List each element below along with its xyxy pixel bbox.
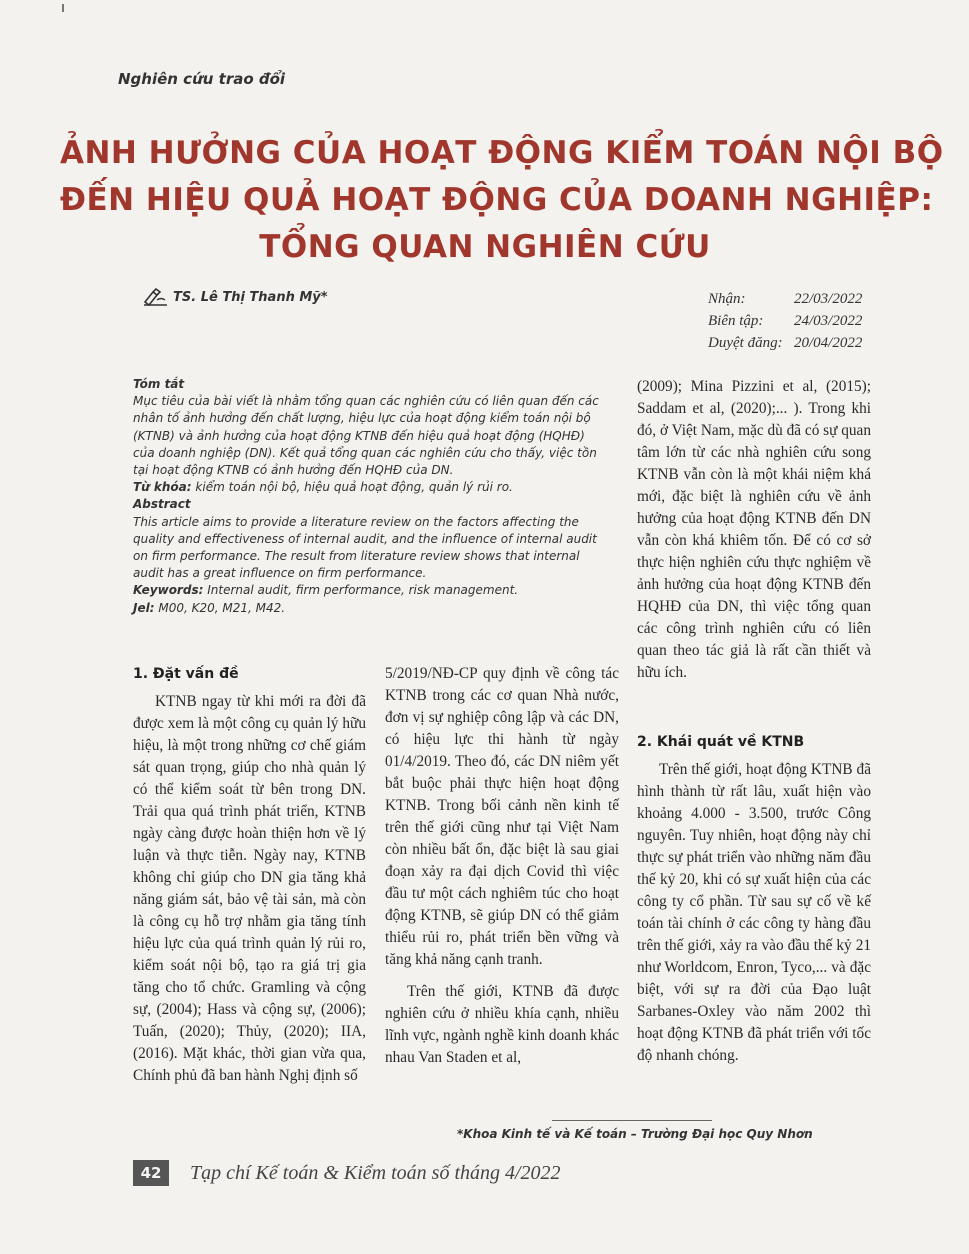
jel-label: Jel:: [133, 600, 155, 615]
title-line-3: TỔNG QUAN NGHIÊN CỨU: [259, 229, 711, 265]
corner-mark: [62, 4, 64, 12]
section-2-heading: 2. Khái quát về KTNB: [637, 734, 805, 750]
author-row: [143, 288, 328, 306]
edited-date: 24/03/2022: [794, 313, 863, 329]
tukhoa-text: kiểm toán nội bộ, hiệu quả hoạt động, quản lý rủi ro.: [195, 480, 513, 495]
paragraph: KTNB ngay từ khi mới ra đời đã được xem là một công cụ quản lý hữu hiệu, là một trong những cơ chế giám sát quan trọng, giúp cho nhà quản lý có thể kiểm soát từ bên trong DN. Trải qua quá trình phát triển, KTNB ngày càng được hoàn thiện hơn về lý luận và thực tiễn. Ngày nay, KTNB không chỉ giúp cho DN gia tăng khả năng giám sát, bảo vệ tài sản, mà còn là công cụ hỗ trợ nhằm gia tăng tính hiệu lực của quá trình quản lý rủi ro, kiểm soát nội bộ, tạo ra giá trị gia tăng cho tổ chức. Gramling và cộng sự, (2004); Hass và cộng sự, (2006); Tuấn, (2020); Thủy, (2020); IIA, (2016). Mặt khác, thời gian vừa qua, Chính phủ đã ban hành Nghị định số: [133, 693, 366, 1084]
journal-name: Tạp chí Kế toán & Kiểm toán số tháng 4/2022: [190, 1162, 561, 1184]
paragraph: (2009); Mina Pizzini et al, (2015); Saddam et al, (2020);... ). Trong khi đó, ở Việt Nam, mặc dù đã có sự quan tâm lớn từ các nhà nghiên cứu song KTNB vẫn còn là một khái niệm khá mới, đặc biệt là nghiên cứu về ảnh hưởng của hoạt động KTNB đến DN vẫn còn khá khiêm tốn. Để có cơ sở thực hiện nghiên cứu thực nghiệm về ảnh hưởng của hoạt động KTNB đến HQHĐ của DN, thì việc tổng quan các công trình nghiên cứu có liên quan theo tác giả là rất cần thiết và hữu ích.: [637, 378, 871, 681]
article-title: [60, 130, 944, 271]
keywords-text: Internal audit, firm performance, risk management.: [207, 583, 519, 598]
edited-label: Biên tập:: [708, 313, 764, 329]
body-column-3-top: [637, 376, 871, 684]
received-label: Nhận:: [708, 291, 746, 307]
approved-label: Duyệt đăng:: [708, 335, 783, 351]
pen-writing-icon: [143, 288, 169, 306]
title-line-2: ĐẾN HIỆU QUẢ HOẠT ĐỘNG CỦA DOANH NGHIỆP:: [60, 182, 934, 218]
footnote-divider: [552, 1120, 712, 1121]
title-line-1: ẢNH HƯỞNG CỦA HOẠT ĐỘNG KIỂM TOÁN NỘI BỘ: [60, 135, 944, 171]
tomtat-heading: Tóm tắt: [133, 377, 185, 391]
body-column-3-bottom: [637, 731, 871, 1067]
body-column-2: [385, 663, 619, 1069]
received-date: 22/03/2022: [794, 291, 863, 307]
abstract-heading: Abstract: [133, 497, 191, 512]
tukhoa-label: Từ khóa:: [133, 480, 192, 495]
paragraph: Trên thế giới, hoạt động KTNB đã hình thành từ rất lâu, xuất hiện vào khoảng 4.000 - 3.500, trước Công nguyên. Tuy nhiên, hoạt động này chỉ thực sự phát triển vào những năm đầu thế kỷ 20, khi có sự xuất hiện của các công ty cổ phần. Từ sau sự cố về kế toán tài chính ở các công ty hàng đầu trên thế giới, xảy ra vào đầu thế kỷ 21 như Worldcom, Enron, Tyco,... và đặc biệt, với sự ra đời của Đạo luật Sarbanes-Oxley vào năm 2002 thì hoạt động KTNB đã phát triển với tốc độ nhanh chóng.: [637, 761, 871, 1064]
dates-block: [708, 288, 862, 354]
section-label: Nghiên cứu trao đổi: [118, 70, 286, 88]
section-1-heading: 1. Đặt vấn đề: [133, 666, 239, 682]
author-name: TS. Lê Thị Thanh Mỹ*: [173, 289, 328, 305]
jel-text: M00, K20, M21, M42.: [158, 600, 286, 615]
tomtat-text: Mục tiêu của bài viết là nhằm tổng quan các nghiên cứu có liên quan đến các nhân tố ảnh hưởng đến chất lượng, hiệu lực của hoạt động kiểm toán nội bộ (KTNB) và ảnh hưởng của hoạt động KTNB đến hiệu quả hoạt động (HQHĐ) của doanh nghiệp (DN). Kết quả tổng quan các nghiên cứu cho thấy, việc tồn tại hoạt động KTNB có ảnh hưởng đến HQHĐ của DN.: [133, 394, 599, 478]
abstract-text: This article aims to provide a literature review on the factors affecting the quality and effectiveness of internal audit, and the influence of internal audit on firm performance. The result from literature review shows that internal audit has a great influence on firm performance.: [133, 514, 597, 581]
paragraph: 5/2019/NĐ-CP quy định về công tác KTNB trong các cơ quan Nhà nước, đơn vị sự nghiệp công lập và các DN, có hiệu lực thi hành từ ngày 01/4/2019. Theo đó, các DN niêm yết bắt buộc phải thực hiện hoạt động KTNB. Trong bối cảnh nền kinh tế trên thế giới cũng như tại Việt Nam còn nhiều bất ổn, đặc biệt là sau giai đoạn xảy ra đại dịch Covid thì việc đầu tư một cách nghiêm túc cho hoạt động KTNB, sẽ giúp DN có thể giảm thiểu rủi ro, phát triển bền vững và tăng khả năng cạnh tranh.: [385, 665, 619, 968]
body-column-1: [133, 663, 366, 1087]
approved-date: 20/04/2022: [794, 335, 863, 351]
abstract-block: [133, 376, 608, 617]
page-number: 42: [133, 1160, 169, 1186]
keywords-label: Keywords:: [133, 583, 204, 598]
footnote: *Khoa Kinh tế và Kế toán – Trường Đại học Quy Nhơn: [457, 1127, 813, 1141]
paragraph: Trên thế giới, KTNB đã được nghiên cứu ở nhiều khía cạnh, nhiều lĩnh vực, ngành nghề kinh doanh khác nhau Van Staden et al,: [385, 983, 619, 1066]
